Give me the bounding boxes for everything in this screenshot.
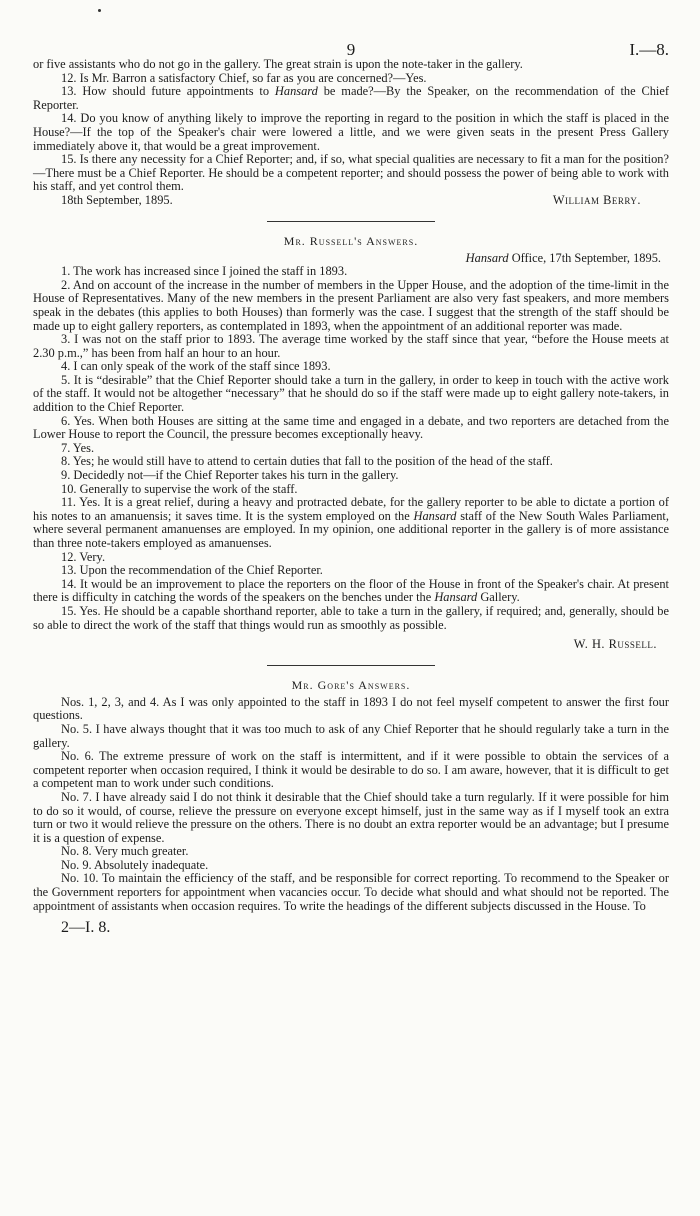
berry-paragraph: 12. Is Mr. Barron a satisfactory Chief, so far as you are concerned?—Yes. bbox=[61, 70, 427, 85]
russell-answers-section bbox=[33, 234, 669, 652]
gore-answer: No. 9. Absolutely inadequate. bbox=[61, 857, 209, 872]
gore-answer: No. 6. The extreme pressure of work on the staff is intermittent, and if it were possible to obtain the services of a competent reporter when occasion required, I think it would be desirable to do so. I am aware, however, that it is difficult to get a competent man to work under such conditions. bbox=[33, 749, 669, 791]
gore-answer: No. 7. I have already said I do not think it desirable that the Chief should take a turn regularly. If it were possible for him to do so it would, of course, relieve the pressure on everyone except himself, just in the same way as if I myself took an extra turn or two it would relieve the pressure on the others. There is no doubt an extra reporter would be an advantage; but I presume it is a question of expense. bbox=[33, 789, 669, 845]
russell-answer: 15. Yes. He should be a capable shorthand reporter, able to take a turn in the gallery, if required; and, generally, should be so able to direct the work of the staff that things would run as smoothly as possible. bbox=[33, 603, 669, 632]
berry-paragraph: 14. Do you know of anything likely to improve the reporting in regard to the position in which the staff is placed in the House?—If the top of the Speaker's chair were lowered a little, and we were given seats in the present Press Gallery immediately above it, that would be a great improvement. bbox=[33, 111, 669, 153]
russell-office-date: Hansard Office, 17th September, 1895. bbox=[465, 250, 661, 265]
russell-answer: 14. It would be an improvement to place the reporters on the floor of the House in front of the Speaker's chair. At present there is difficulty in catching the words of the speakers on the benches under the Hansard Gallery. bbox=[33, 576, 669, 605]
russell-signature: W. H. Russell. bbox=[573, 637, 657, 652]
berry-date: 18th September, 1895. bbox=[61, 192, 173, 207]
page-header bbox=[33, 0, 669, 58]
russell-answer: 11. Yes. It is a great relief, during a heavy and protracted debate, for the gallery reporter to be able to dictate a portion of his notes to an amanuensis; it saves time. It is the system employed on the Hansard staff of the New South Wales Parliament, where several permanent amanuenses are employed. In my opinion, one additional reporter in the gallery is of more assistance than three note-takers employed as amanuenses. bbox=[33, 495, 669, 550]
gore-answer: No. 5. I have always thought that it was too much to ask of any Chief Reporter that he should regularly take a turn in the gallery. bbox=[33, 721, 669, 750]
russell-answer: 7. Yes. bbox=[61, 440, 95, 455]
russell-section-title: Mr. Russell's Answers. bbox=[283, 233, 419, 248]
section-divider bbox=[267, 665, 435, 666]
russell-answer: 8. Yes; he would still have to attend to certain duties that fall to the position of the head of the staff. bbox=[61, 454, 553, 469]
document-page bbox=[33, 0, 669, 937]
russell-answer: 10. Generally to supervise the work of the staff. bbox=[61, 481, 298, 496]
russell-answer: 6. Yes. When both Houses are sitting at the same time and engaged in a debate, and two reporters are detached from the Lower House to report the Council, the pressure becomes exceptionally heavy. bbox=[33, 413, 669, 442]
berry-paragraph: 15. Is there any necessity for a Chief Reporter; and, if so, what special qualities are necessary to fit a man for the position?—There must be a Chief Reporter. He should be a competent reporter; and should possess the power of being able to work with his staff, and yet control them. bbox=[33, 152, 669, 194]
gore-section-title: Mr. Gore's Answers. bbox=[291, 677, 411, 692]
russell-answer: 5. It is “desirable” that the Chief Reporter should take a turn in the gallery, in order to keep in touch with the active work of the staff. It would not be altogether “necessary” that he should do so if the staff were made up to eight gallery note-takers, in addition to the Chief Reporter. bbox=[33, 372, 669, 415]
russell-answer: 4. I can only speak of the work of the staff since 1893. bbox=[61, 359, 331, 374]
russell-answer: 1. The work has increased since I joined the staff in 1893. bbox=[61, 264, 348, 279]
russell-answer: 3. I was not on the staff prior to 1893. The average time worked by the staff since that year, “before the House meets at 2.30 p.m.,” has been from half an hour to an hour. bbox=[33, 332, 669, 360]
gore-answer: Nos. 1, 2, 3, and 4. As I was only appointed to the staff in 1893 I do not feel myself competent to answer the first four questions. bbox=[33, 694, 669, 723]
gore-answer: No. 8. Very much greater. bbox=[61, 844, 189, 859]
berry-answers-section bbox=[33, 58, 669, 208]
russell-answer: 13. Upon the recommendation of the Chief Reporter. bbox=[61, 563, 323, 578]
russell-answer: 12. Very. bbox=[61, 549, 106, 564]
berry-signature: William Berry. bbox=[552, 192, 641, 207]
page-number: 9 bbox=[346, 40, 356, 59]
document-reference: I.—8. bbox=[629, 40, 669, 59]
gore-answers-section bbox=[33, 678, 669, 914]
berry-paragraph: 13. How should future appointments to Hansard be made?—By the Speaker, on the recommendation of the Chief Reporter. bbox=[33, 84, 669, 112]
gore-answer: No. 10. To maintain the efficiency of the staff, and be responsible for correct reporting. To recommend to the Speaker or the Government reporters for appointment when vacancies occur. To decide what should and what should not be reported. The appointment of assistants when occasion requires. To write the headings of the different subjects discussed in the House. To bbox=[33, 871, 669, 913]
berry-paragraph: or five assistants who do not go in the gallery. The great strain is upon the note-taker in the gallery. bbox=[33, 57, 523, 71]
section-divider bbox=[267, 221, 435, 222]
signature-mark: 2—I. 8. bbox=[61, 919, 111, 937]
berry-signoff bbox=[33, 194, 669, 208]
russell-answer: 9. Decidedly not—if the Chief Reporter takes his turn in the gallery. bbox=[61, 468, 399, 483]
russell-answer: 2. And on account of the increase in the number of members in the Upper House, and the adoption of the time-limit in the House of Representatives. Many of the new members in the present Parliament are also very fast speakers, and more members speak in the debates (this applies to both Houses) than formerly was the case. I suggest that the strength of the staff should be made up to eight gallery reporters, as contemplated in 1893, when the appointment of an additional reporter was made. bbox=[33, 277, 669, 333]
